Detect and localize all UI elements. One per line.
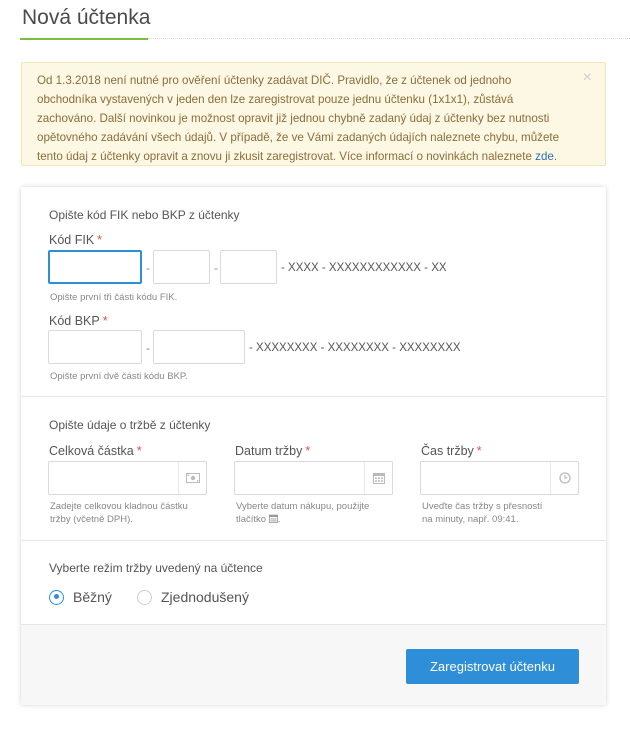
register-receipt-button[interactable]: Zaregistrovat účtenku xyxy=(406,649,579,684)
fik-separator: - xyxy=(146,261,150,275)
date-help-line-1: Vyberte datum nákupu, použijte xyxy=(236,501,370,512)
time-help-line-1: Uveďte čas tržby s přesností xyxy=(422,501,543,512)
fik-separator: - xyxy=(214,261,218,275)
calendar-icon xyxy=(269,514,278,523)
required-marker: * xyxy=(102,314,108,328)
calendar-icon[interactable] xyxy=(364,462,392,494)
radio-label-normal: Běžný xyxy=(73,589,112,605)
required-marker: * xyxy=(305,444,311,458)
bkp-part-2-input[interactable] xyxy=(153,330,245,364)
date-label-text: Datum tržby xyxy=(235,444,303,458)
time-help-line-2: na minuty, např. 09:41. xyxy=(422,514,519,525)
date-input[interactable] xyxy=(234,461,393,495)
date-help-line-2-text: tlačítko xyxy=(236,514,267,525)
fik-mask: - XXXX - XXXXXXXXXXXX - XX xyxy=(281,262,447,274)
date-help xyxy=(236,500,369,526)
receipt-form xyxy=(21,187,606,705)
title-rule xyxy=(148,38,630,39)
fik-label xyxy=(49,233,102,247)
amount-label-text: Celková částka xyxy=(49,444,134,458)
mode-option-simplified[interactable] xyxy=(137,589,249,605)
page-title: Nová účtenka xyxy=(22,6,151,29)
bkp-part-1-input[interactable] xyxy=(48,330,142,364)
fik-help: Opište první tři části kódu FIK. xyxy=(50,292,178,303)
required-marker: * xyxy=(476,444,482,458)
alert-text: Od 1.3.2018 není nutné pro ověření účtenky zadávat DIČ. Pravidlo, že z účtenek od jednoho obchodníka vystavených v jeden den lze zaregistrovat pouze jednu účtenku (1x1x1), zůstává zachováno. Další novinkou je možnost opravit již jednou chybně zadaný údaj z účtenky bez nutnosti opětovného zadávání všech údajů. V případě, že ve Vámi zadaných údajích naleznete chybu, můžete tento údaj z účtenky opravit a znovu ji zkusit zaregistrovat. Více informací o novinkách naleznete xyxy=(37,74,560,163)
date-label xyxy=(235,444,310,458)
required-marker: * xyxy=(136,444,142,458)
amount-input[interactable] xyxy=(48,461,207,495)
fik-section-title: Opište kód FIK nebo BKP z účtenky xyxy=(49,208,240,222)
bkp-label xyxy=(49,314,108,328)
amount-label xyxy=(49,444,142,458)
amount-help-line-2: tržby (včetně DPH). xyxy=(50,514,133,525)
bkp-mask: - XXXXXXXX - XXXXXXXX - XXXXXXXX xyxy=(249,342,461,354)
bkp-label-text: Kód BKP xyxy=(49,314,100,328)
time-help xyxy=(422,500,542,526)
fik-part-3-input[interactable] xyxy=(220,250,277,284)
bkp-help: Opište první dvě části kódu BKP. xyxy=(50,371,188,382)
time-label xyxy=(421,444,482,458)
amount-help-line-1: Zadejte celkovou kladnou částku xyxy=(50,501,188,512)
radio-normal[interactable] xyxy=(49,590,64,605)
form-footer xyxy=(21,624,606,705)
amount-help xyxy=(50,500,188,526)
close-icon[interactable]: × xyxy=(582,69,592,86)
alert-text-end: . xyxy=(553,150,558,163)
mode-option-normal[interactable] xyxy=(49,589,112,605)
radio-label-simplified: Zjednodušený xyxy=(161,589,249,605)
radio-simplified[interactable] xyxy=(137,590,152,605)
mode-section-title: Vyberte režim tržby uvedený na účtence xyxy=(49,561,263,575)
section-divider xyxy=(21,396,606,397)
fik-part-2-input[interactable] xyxy=(153,250,210,284)
fik-part-1-input[interactable] xyxy=(48,250,142,284)
time-label-text: Čas tržby xyxy=(421,444,474,458)
money-icon xyxy=(178,462,206,494)
required-marker: * xyxy=(97,233,103,247)
alert-link[interactable]: zde xyxy=(535,150,554,163)
title-underline xyxy=(20,38,148,40)
clock-icon xyxy=(550,462,578,494)
date-help-line-2: tlačítko . xyxy=(236,514,281,525)
time-input[interactable] xyxy=(420,461,579,495)
bkp-separator: - xyxy=(146,341,150,355)
fik-label-text: Kód FIK xyxy=(49,233,95,247)
section-divider xyxy=(21,540,606,541)
info-alert xyxy=(21,62,606,166)
sale-section-title: Opište údaje o tržbě z účtenky xyxy=(49,418,211,432)
